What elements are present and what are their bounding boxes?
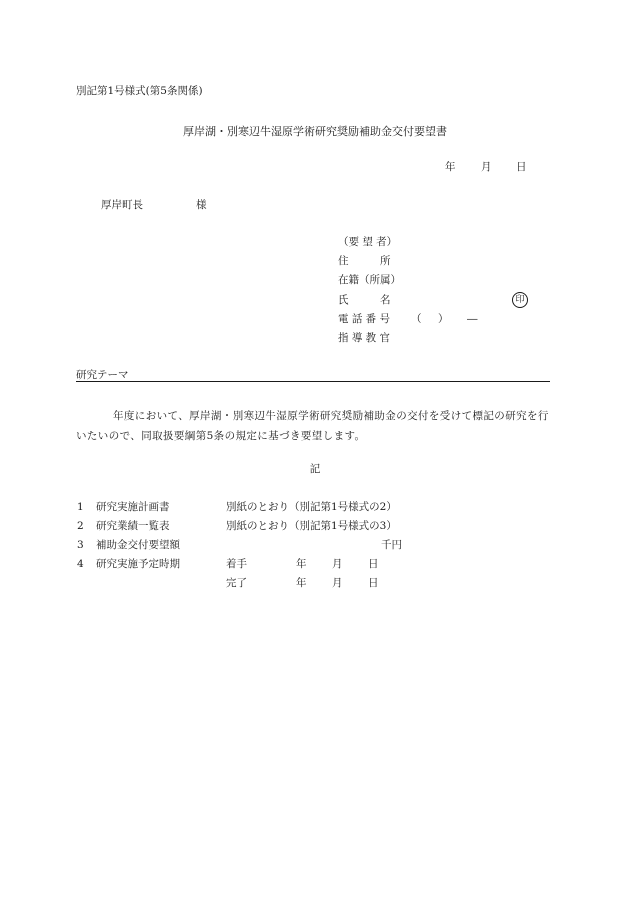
item-value: 別紙のとおり（別記第1号様式の3） [226, 520, 397, 532]
address-label: 住 所 [338, 255, 391, 267]
requester-heading: （要 望 者） [338, 236, 398, 248]
phone-dash: ― [467, 313, 478, 325]
item-label: 研究業績一覧表 [96, 520, 170, 532]
phone-label: 電 話 番 号 [338, 313, 391, 325]
phone-paren-close: ） [438, 313, 449, 325]
schedule-end-day: 日 [368, 577, 379, 589]
seal-mark: 印 [512, 292, 528, 308]
schedule-end-year: 年 [296, 577, 307, 589]
date-day-label: 日 [516, 161, 527, 173]
form-label: 別記第1号様式(第5条関係) [76, 85, 203, 97]
item-number: 4 [77, 558, 84, 570]
research-theme-label: 研究テーマ [76, 369, 129, 381]
item-number: 3 [77, 539, 84, 551]
name-label: 氏 名 [338, 294, 391, 306]
affiliation-label: 在籍（所属） [338, 274, 401, 286]
phone-paren-open: （ [411, 313, 422, 325]
date-year-label: 年 [445, 161, 456, 173]
schedule-start-year: 年 [296, 558, 307, 570]
item-value: 別紙のとおり（別記第1号様式の2） [226, 501, 397, 513]
schedule-end-label: 完了 [226, 577, 247, 589]
addressee-name: 厚岸町長 [101, 199, 143, 211]
schedule-start-month: 月 [332, 558, 343, 570]
addressee-honorific: 様 [196, 199, 207, 211]
schedule-start-day: 日 [368, 558, 379, 570]
item-label: 研究実施予定時期 [96, 558, 180, 570]
item-label: 補助金交付要望額 [96, 539, 180, 551]
schedule-start-label: 着手 [226, 558, 247, 570]
item-number: 2 [77, 520, 84, 532]
schedule-end-month: 月 [332, 577, 343, 589]
request-paragraph: 年度において、厚岸湖・別寒辺牛湿原学術研究奨励補助金の交付を受けて標記の研究を行いたいので、同取扱要綱第5条の規定に基づき要望します。 [76, 410, 549, 442]
item-label: 研究実施計画書 [96, 501, 170, 513]
advisor-label: 指 導 教 官 [338, 332, 391, 344]
date-month-label: 月 [481, 161, 492, 173]
item-number: 1 [77, 501, 84, 513]
amount-unit: 千円 [381, 539, 402, 551]
document-title: 厚岸湖・別寒辺牛湿原学術研究奨励補助金交付要望書 [183, 125, 447, 138]
research-theme-underline [76, 381, 550, 382]
ki-heading: 記 [309, 463, 321, 475]
